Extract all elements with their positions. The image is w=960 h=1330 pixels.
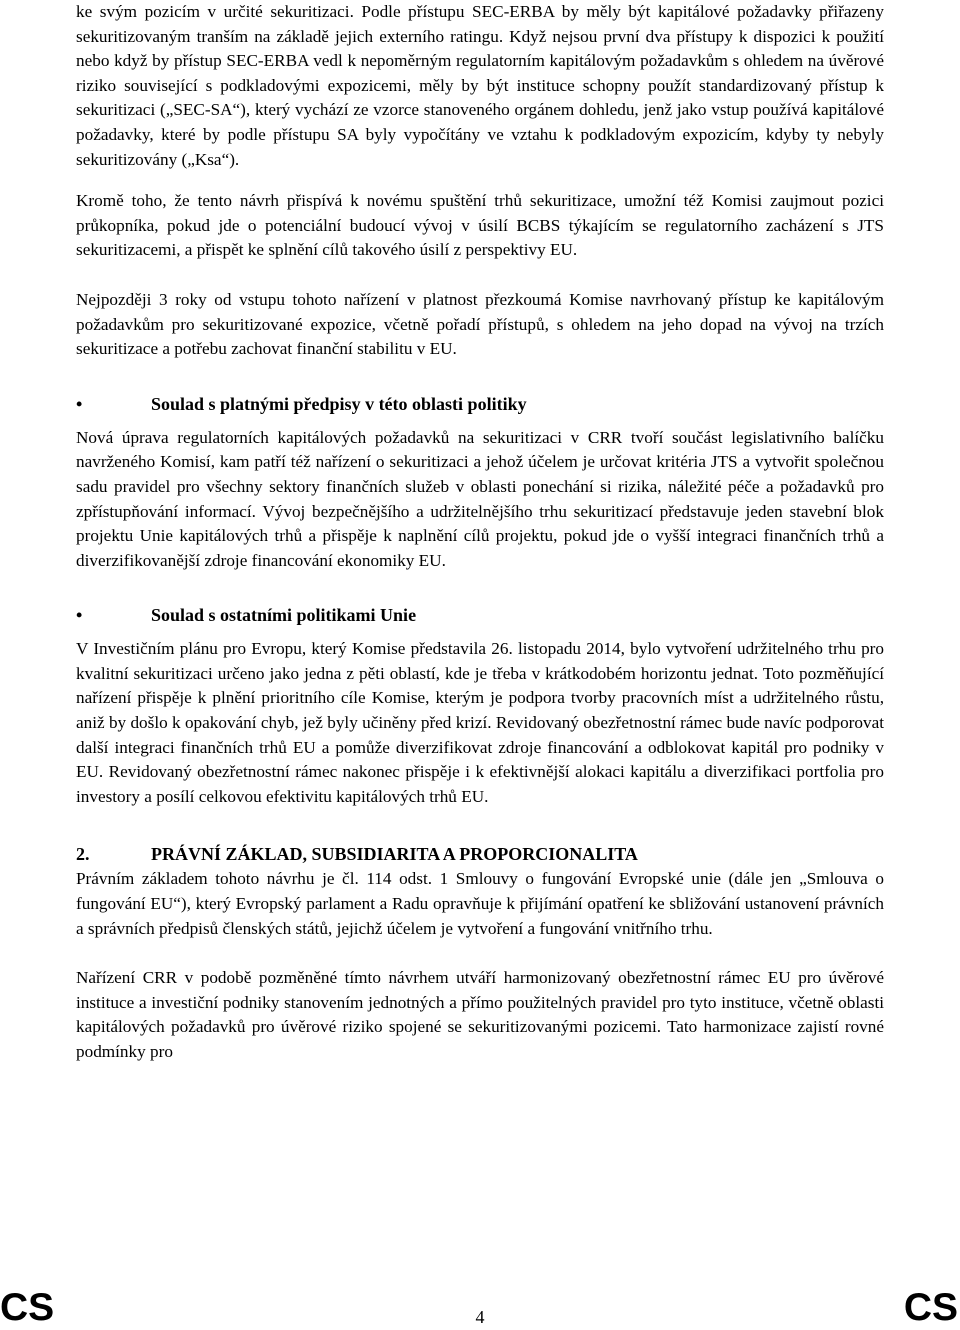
paragraph-crr-harmonization: Nařízení CRR v podobě pozměněné tímto návrhem utváří harmonizovaný obezřetnostní rámec EU pro úvěrové instituce a investiční podniky stanovením jednotných a přímo použitelných pravidel pro tyto instituce, včetně oblasti kapitálových požadavků pro úvěrové riziko spojené se sekuritizovanými pozicemi. Tato harmonizace zajistí rovné podmínky pro — [76, 968, 884, 1061]
page-number: 4 — [475, 1307, 485, 1327]
heading-text: Soulad s ostatními politikami Unie — [151, 605, 417, 626]
section-heading-legal-basis — [76, 842, 884, 867]
paragraph-commission-pioneer: Kromě toho, že tento návrh přispívá k novému spuštění trhů sekuritizace, umožní též Komisi zaujmout pozici průkopníka, pokud jde o potenciální budoucí vývoj v úsilí BCBS týkajícím se regulatorního zacházení s JTS sekuritizacemi, a přispět ke splnění cílů takového úsilí z perspektivy EU. — [76, 191, 884, 260]
heading-consistency-other — [76, 603, 884, 628]
paragraph-investment-plan: V Investičním plánu pro Evropu, který Komise představila 26. listopadu 2014, bylo vytvoření udržitelného trhu pro kvalitní sekuritizaci určeno jako jedna z pěti oblastí, kde je třeba v krátkodobém horizontu jednat. Toto pozměňující nařízení přispěje k plnění prioritního cíle Komise, kterým je podpora tvorby pracovních míst a udržitelného růstu, aniž by došlo k opakování chyb, jež byly učiněny před krizí. Revidovaný obezřetnostní rámec bude navíc podporovat další integraci finančních trhů EU a pomůže diverzifikovat zdroje financování a odblokovat kapitál pro podniky v EU. Revidovaný obezřetnostní rámec nakonec přispěje i k efektivnější alokaci kapitálu a diverzifikaci portfolia pro investory a posílí celkovou efektivitu kapitálových trhů EU. — [76, 639, 884, 806]
paragraph-sec-approaches: ke svým pozicím v určité sekuritizaci. Podle přístupu SEC-ERBA by měly být kapitálové požadavky přiřazeny sekuritizovaným tranším na základě jejich externího ratingu. Když nejsou první dva přístupy k dispozici k použití nebo když by přístup SEC-ERBA vedl k nepoměrným regulatorním kapitálovým požadavkům s ohledem na úvěrové riziko související s podkladovými expozicemi, měly by být instituce schopny použít standardizovaný přístup k sekuritizaci („SEC-SA“), který vychází ze vzorce stanoveného orgánem dohledu, jenž jako vstup používá kapitálové požadavky, které by podle přístupu SA byly vypočítány ve vztahu k podkladovým expozicím, kdyby ty nebyly sekuritizovány („Ksa“). — [76, 2, 884, 169]
bullet-icon: • — [76, 393, 83, 414]
footer-language-code-right: CS — [903, 1286, 958, 1329]
paragraph-legal-basis: Právním základem tohoto návrhu je čl. 114 odst. 1 Smlouvy o fungování Evropské unie (dále jen „Smlouva o fungování EU“), který Evropský parlament a Radu opravňuje k přijímání opatření ke sbližování ustanovení právních a správních předpisů členských států, jejichž účelem je vytvoření a fungování vnitřního trhu. — [76, 869, 884, 938]
document-body — [76, 0, 884, 1065]
section-title: PRÁVNÍ ZÁKLAD, SUBSIDIARITA A PROPORCIONALITA — [151, 844, 638, 865]
heading-consistency-existing — [76, 392, 884, 417]
paragraph-review-clause: Nejpozději 3 roky od vstupu tohoto nařízení v platnost přezkoumá Komise navrhovaný přístup ke kapitálovým požadavkům pro sekuritizované expozice, včetně pořadí přístupů, s ohledem na jeho dopad na vývoj na trzích sekuritizace a potřebu zachovat finanční stabilitu v EU. — [76, 289, 884, 359]
footer-language-code-left: CS — [0, 1286, 55, 1329]
heading-text: Soulad s platnými předpisy v této oblasti politiky — [151, 393, 527, 414]
bullet-icon: • — [76, 605, 83, 626]
section-number: 2. — [76, 844, 90, 865]
paragraph-legislative-package: Nová úprava regulatorních kapitálových požadavků na sekuritizaci v CRR tvoří součást legislativního balíčku navrženého Komisí, kam patří též nařízení o sekuritizaci a jehož účelem je určovat kritéria JTS a vytvořit společnou sadu pravidel pro všechny sektory finančních služeb v oblasti ponechání si rizika, náležité péče a požadavků pro zpřístupňování informací. Vývoj bezpečnějšího a udržitelnějšího trhu sekuritizací představuje jeden stavební blok projektu Unie kapitálových trhů a přispěje k naplnění cílů projektu, pokud jde o vyšší integraci finančních trhů a diverzifikovanější zdroje financování ekonomiky EU. — [76, 427, 884, 570]
